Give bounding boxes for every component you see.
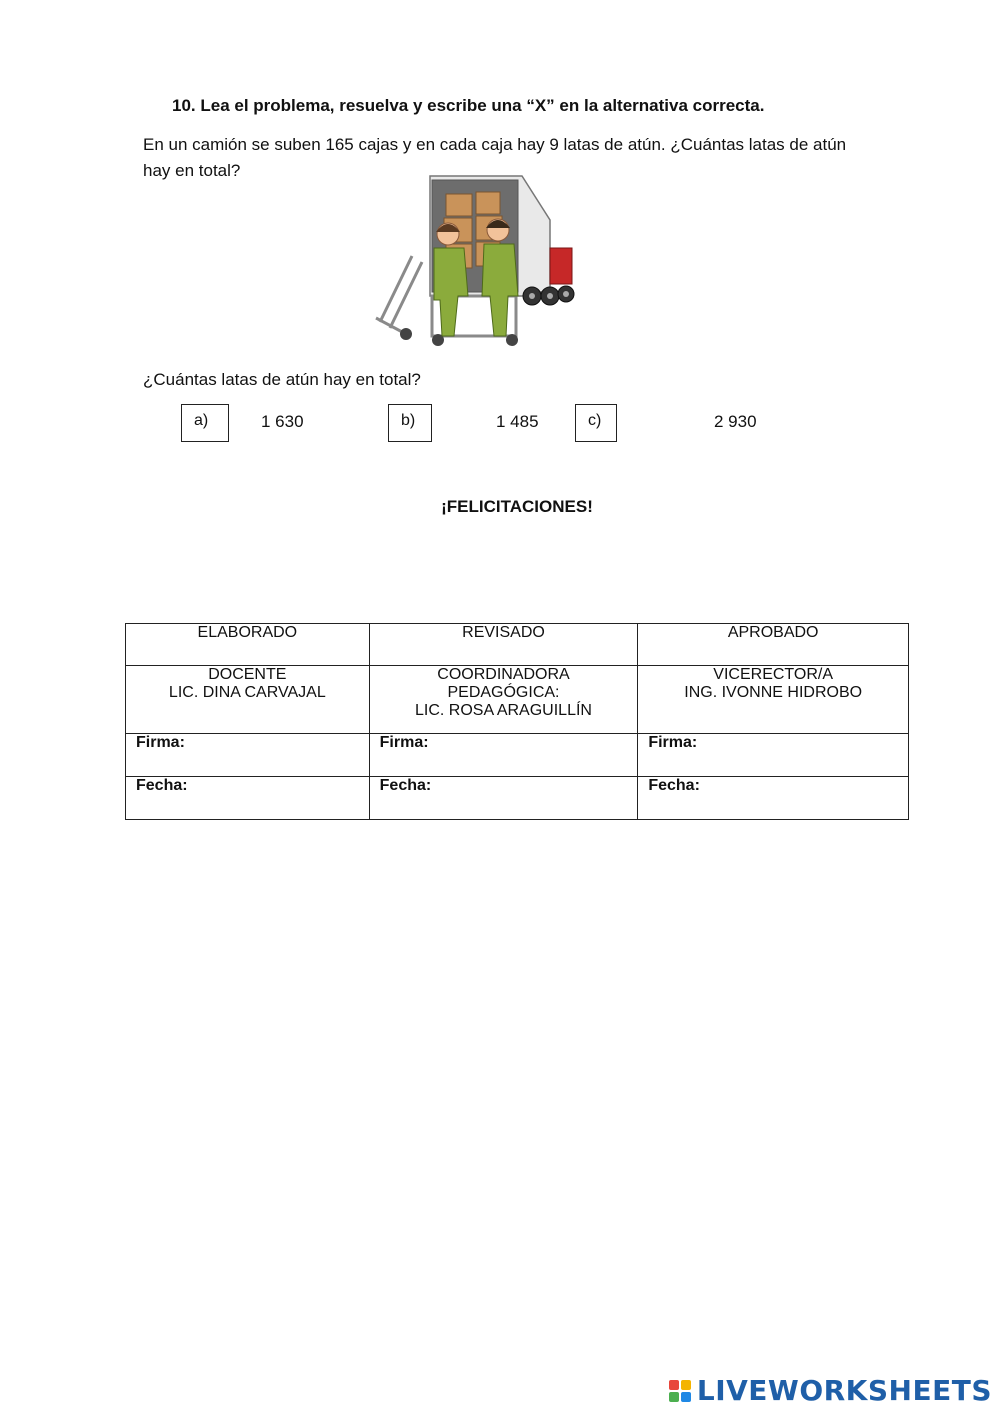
fecha-label-2: Fecha: [369,777,638,820]
logo-text: LIVEWORKSHEETS [696,1374,992,1407]
role-aprobado-name: ING. IVONNE HIDROBO [684,684,863,701]
firma-label-1: Firma: [126,734,370,777]
fecha-label-1: Fecha: [126,777,370,820]
liveworksheets-logo [669,1374,992,1407]
delivery-truck-workers-icon [372,172,582,354]
option-a-checkbox[interactable] [181,404,229,442]
header-revisado: REVISADO [369,624,638,666]
option-c-checkbox[interactable] [575,404,617,442]
header-aprobado: APROBADO [638,624,909,666]
role-elaborado-title: DOCENTE [208,666,287,683]
role-revisado-name: LIC. ROSA ARAGUILLÍN [415,702,592,719]
option-b-checkbox[interactable] [388,404,432,442]
question-text-line2: hay en total? [143,161,241,180]
role-aprobado [638,666,909,734]
logo-blocks-icon [669,1380,691,1402]
congrats-heading: ¡FELICITACIONES! [441,497,593,516]
role-elaborado [126,666,370,734]
fecha-label-3: Fecha: [638,777,909,820]
option-b-letter: b) [401,412,416,429]
question-ask: ¿Cuántas latas de atún hay en total? [143,370,421,389]
table-roles-row [126,666,909,734]
role-revisado-subtitle: PEDAGÓGICA: [447,684,560,701]
role-elaborado-name: LIC. DINA CARVAJAL [168,684,326,701]
table-fecha-row [126,777,909,820]
role-revisado-title: COORDINADORA [437,666,570,683]
firma-label-2: Firma: [369,734,638,777]
role-revisado [369,666,638,734]
table-firma-row [126,734,909,777]
signature-table [125,623,909,820]
table-header-row [126,624,909,666]
question-text-line1: En un camión se suben 165 cajas y en cada caja hay 9 latas de atún. ¿Cuántas latas de atún [143,135,847,154]
option-a-value: 1 630 [261,412,304,431]
option-c-letter: c) [588,412,602,429]
header-elaborado: ELABORADO [126,624,370,666]
option-a-letter: a) [194,412,209,429]
firma-label-3: Firma: [638,734,909,777]
option-b-value: 1 485 [496,412,539,431]
question-title: 10. Lea el problema, resuelva y escribe una “X” en la alternativa correcta. [172,96,765,115]
role-aprobado-title: VICERECTOR/A [713,666,834,683]
option-c-value: 2 930 [714,412,757,431]
